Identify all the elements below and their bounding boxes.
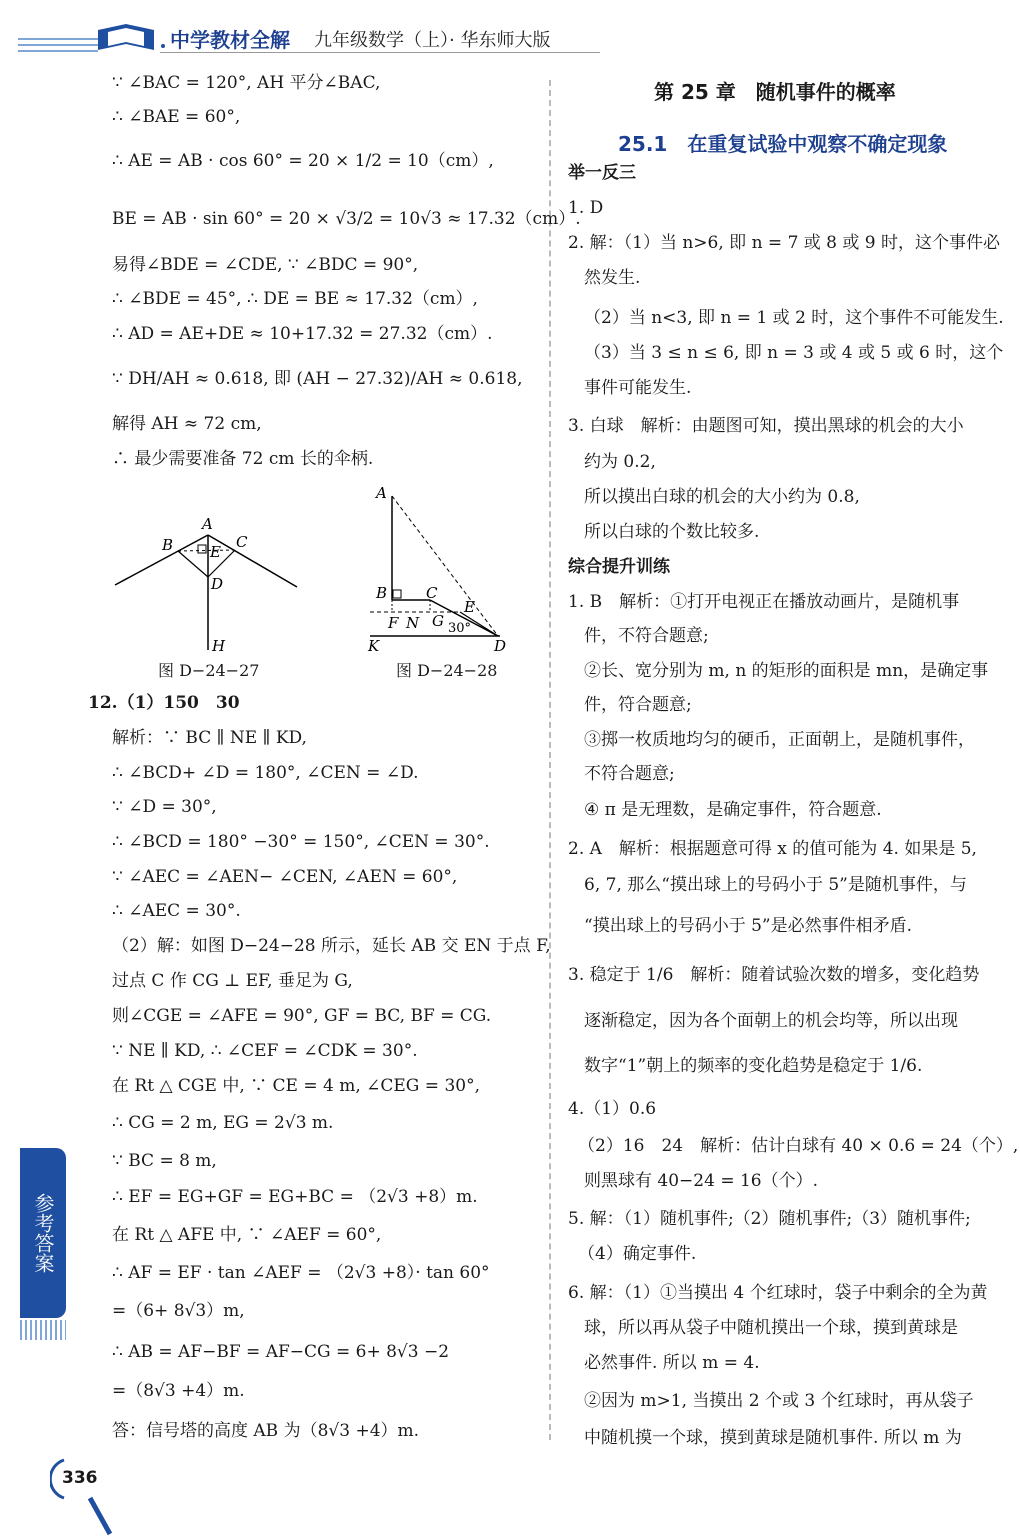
figure-caption: 图 D−24−28 <box>396 661 498 680</box>
text-line: 6, 7, 那么“摸出球上的号码小于 5”是随机事件，与 <box>584 875 967 895</box>
text-line: 然发生. <box>584 268 641 288</box>
text-line: 4.（1）0.6 <box>568 1099 657 1119</box>
figure-d-24-28 <box>360 478 520 658</box>
text-line: 则∠CGE = ∠AFE = 90°, GF = BC, BF = CG. <box>112 1006 492 1026</box>
section-heading: 综合提升训练 <box>568 557 670 577</box>
figure-caption: 图 D−24−27 <box>158 661 260 680</box>
text-line: 事件可能发生. <box>584 378 692 398</box>
figure-label: A <box>202 515 213 533</box>
figure-label: D <box>211 575 224 593</box>
text-line: 所以白球的个数比较多. <box>584 522 760 542</box>
text-line: ∴ AB = AF−BF = AF−CG = 6+ 8√3 −2 <box>112 1342 450 1362</box>
figure-label: 30° <box>448 621 472 636</box>
figure-label: C <box>236 533 248 551</box>
figure-label: E <box>210 543 221 561</box>
text-line: 件，不符合题意; <box>584 626 709 646</box>
text-line: 必然事件. 所以 m = 4. <box>584 1353 760 1373</box>
section-heading: 举一反三 <box>568 163 636 183</box>
text-line: 在 Rt △ CGE 中, ∵ CE = 4 m, ∠CEG = 30°, <box>112 1076 480 1096</box>
text-line: ∵ ∠AEC = ∠AEN− ∠CEN, ∠AEN = 60°, <box>112 867 458 887</box>
figure-label: N <box>406 614 420 632</box>
header-rule <box>160 52 600 53</box>
text-line: ④ π 是无理数，是确定事件，符合题意. <box>584 800 882 820</box>
section-title: 25.1 在重复试验中观察不确定现象 <box>618 132 948 156</box>
text-line: 2. 解：（1）当 n>6, 即 n = 7 或 8 或 9 时，这个事件必 <box>568 233 1001 253</box>
figure-label: H <box>212 637 226 655</box>
text-line: BE = AB · sin 60° = 20 × √3/2 = 10√3 ≈ 17.32（cm）. <box>112 209 581 229</box>
text-line: 12.（1）150 30 <box>88 693 240 713</box>
text-line: 不符合题意; <box>584 764 675 784</box>
header-decoration-icon <box>18 20 168 56</box>
text-line: 球，所以再从袋子中随机摸出一个球，摸到黄球是 <box>584 1318 958 1338</box>
text-line: ∵ NE ∥ KD, ∴ ∠CEF = ∠CDK = 30°. <box>112 1041 418 1061</box>
text-line: ②因为 m>1, 当摸出 2 个或 3 个红球时，再从袋子 <box>584 1391 974 1411</box>
text-line: 3. 白球 解析：由题图可知，摸出黑球的机会的大小 <box>568 416 964 436</box>
figure-label: E <box>464 598 475 616</box>
text-line: 1. D <box>568 198 604 218</box>
text-line: 在 Rt △ AFE 中, ∵ ∠AEF = 60°, <box>112 1225 382 1245</box>
text-line: ∵ DH/AH ≈ 0.618, 即 (AH − 27.32)/AH ≈ 0.618, <box>112 369 523 389</box>
text-line: （2）当 n<3, 即 n = 1 或 2 时，这个事件不可能发生. <box>584 308 1004 328</box>
text-line: ∴ ∠BAE = 60°, <box>112 107 241 127</box>
text-line: （4）确定事件. <box>578 1244 697 1264</box>
text-line: 件，符合题意; <box>584 695 692 715</box>
text-line: ∵ ∠BAC = 120°, AH 平分∠BAC, <box>112 73 381 93</box>
figure-label: B <box>376 584 388 602</box>
text-line: 所以摸出白球的机会的大小约为 0.8, <box>584 487 860 507</box>
header-bar <box>0 0 1020 60</box>
text-line: ∴ 最少需要准备 72 cm 长的伞柄. <box>112 449 374 469</box>
text-line: ∴ ∠BDE = 45°, ∴ DE = BE ≈ 17.32（cm）, <box>112 289 478 309</box>
text-line: ∴ AE = AB · cos 60° = 20 × 1/2 = 10（cm）, <box>112 151 494 171</box>
column-divider <box>549 80 551 1440</box>
figure-label: A <box>376 484 387 502</box>
text-line: 约为 0.2, <box>584 452 656 472</box>
text-line: ∴ AD = AE+DE ≈ 10+17.32 = 27.32（cm）. <box>112 324 493 344</box>
text-line: “摸出球上的号码小于 5”是必然事件相矛盾. <box>584 916 913 936</box>
text-line: =（6+ 8√3）m, <box>112 1301 245 1321</box>
text-line: 解得 AH ≈ 72 cm, <box>112 414 262 434</box>
text-line: ∴ EF = EG+GF = EG+BC = （2√3 +8）m. <box>112 1187 478 1207</box>
text-line: ∴ ∠BCD+ ∠D = 180°, ∠CEN = ∠D. <box>112 763 419 783</box>
figure-label: D <box>494 637 507 655</box>
text-line: ∴ CG = 2 m, EG = 2√3 m. <box>112 1113 334 1133</box>
text-line: ②长、宽分别为 m, n 的矩形的面积是 mn，是确定事 <box>584 661 989 681</box>
text-line: 5. 解：（1）随机事件;（2）随机事件;（3）随机事件; <box>568 1209 971 1229</box>
text-line: ∴ AF = EF · tan ∠AEF = （2√3 +8）· tan 60° <box>112 1263 490 1283</box>
figure-d-24-27 <box>110 505 310 655</box>
text-line: ∵ BC = 8 m, <box>112 1151 217 1171</box>
text-line: 6. 解：（1）①当摸出 4 个红球时，袋子中剩余的全为黄 <box>568 1283 988 1303</box>
text-line: 逐渐稳定，因为各个面朝上的机会均等，所以出现 <box>584 1011 958 1031</box>
page-number: 336 <box>62 1468 98 1488</box>
figure-label: G <box>432 612 444 630</box>
text-line: （2）16 24 解析：估计白球有 40 × 0.6 = 24（个）, <box>578 1136 1019 1156</box>
text-line: 数字“1”朝上的频率的变化趋势是稳定于 1/6. <box>584 1056 923 1076</box>
text-line: （2）解：如图 D−24−28 所示，延长 AB 交 EN 于点 F, <box>112 936 551 956</box>
text-line: 则黑球有 40−24 = 16（个）. <box>584 1171 818 1191</box>
header-subtitle: 九年级数学（上）· 华东师大版 <box>314 30 551 51</box>
figure-label: B <box>162 536 174 554</box>
text-line: ③掷一枚质地均匀的硬币，正面朝上，是随机事件， <box>584 730 975 750</box>
figure-label: K <box>368 637 380 655</box>
header-title: 中学教材全解 <box>170 28 290 52</box>
text-line: =（8√3 +4）m. <box>112 1381 245 1401</box>
chapter-title: 第 25 章 随机事件的概率 <box>654 80 896 104</box>
text-line: 过点 C 作 CG ⊥ EF, 垂足为 G, <box>112 971 353 991</box>
text-line: 中随机摸一个球，摸到黄球是随机事件. 所以 m 为 <box>584 1428 962 1448</box>
text-line: ∵ ∠D = 30°, <box>112 797 217 817</box>
figure-label: F <box>388 614 399 632</box>
figure-label: C <box>426 584 438 602</box>
side-tab-pattern <box>20 1320 66 1340</box>
text-line: 答：信号塔的高度 AB 为（8√3 +4）m. <box>112 1421 420 1441</box>
text-line: ∴ ∠AEC = 30°. <box>112 901 241 921</box>
text-line: ∴ ∠BCD = 180° −30° = 150°, ∠CEN = 30°. <box>112 832 490 852</box>
text-line: 1. B 解析：①打开电视正在播放动画片，是随机事 <box>568 592 960 612</box>
text-line: （3）当 3 ≤ n ≤ 6, 即 n = 3 或 4 或 5 或 6 时，这个 <box>584 343 1004 363</box>
text-line: 3. 稳定于 1/6 解析：随着试验次数的增多，变化趋势 <box>568 965 980 985</box>
text-line: 易得∠BDE = ∠CDE, ∵ ∠BDC = 90°, <box>112 255 419 275</box>
text-line: 解析：∵ BC ∥ NE ∥ KD, <box>112 728 307 748</box>
text-line: 2. A 解析：根据题意可得 x 的值可能为 4. 如果是 5, <box>568 839 977 859</box>
side-tab-answers: 参考答案 <box>20 1148 66 1318</box>
